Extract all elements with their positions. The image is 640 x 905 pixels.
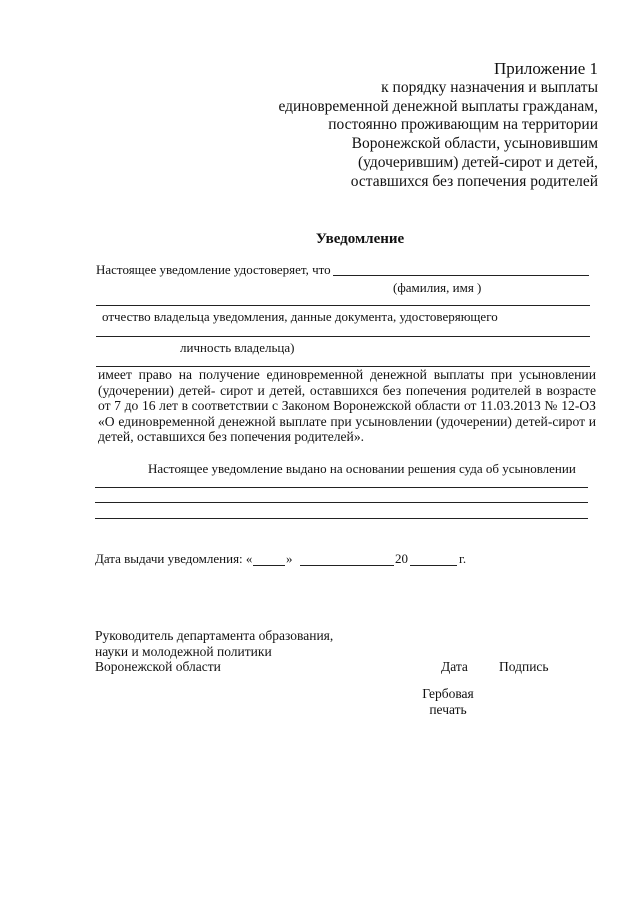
signatory-position <box>95 628 333 675</box>
appendix-line-3: постоянно проживающим на территории <box>328 116 598 134</box>
signature-date-label: Дата <box>441 659 468 674</box>
issue-date-close-quote: » <box>286 551 293 566</box>
patronymic-blank-line[interactable] <box>96 305 590 306</box>
appendix-line-2: единовременной денежной выплаты гражданам, <box>278 97 598 115</box>
identity-blank-line[interactable] <box>96 336 590 337</box>
issue-year-suffix: г. <box>459 551 467 566</box>
appendix-line-6: оставшихся без попечения родителей <box>350 172 598 190</box>
appendix-header <box>278 60 598 192</box>
issue-date-label: Дата выдачи уведомления: « <box>95 551 253 566</box>
document-title: Уведомление <box>315 231 405 247</box>
seal-line-2: печать <box>429 701 467 717</box>
issue-day-blank[interactable] <box>253 565 285 566</box>
appendix-line-1: к порядку назначения и выплаты <box>381 78 598 96</box>
name-blank-line[interactable] <box>333 275 589 276</box>
identity-hint: личность владельца) <box>180 340 295 355</box>
court-decision-line-1[interactable] <box>95 487 588 488</box>
issue-month-blank[interactable] <box>300 565 394 566</box>
signatory-line-1: Руководитель департамента образования, <box>95 628 334 643</box>
appendix-line-4: Воронежской области, усыновившим <box>351 135 598 153</box>
patronymic-hint: отчество владельца уведомления, данные документа, удостоверяющего <box>102 309 498 324</box>
signatory-line-3: Воронежской области <box>95 659 221 674</box>
signature-sign-label: Подпись <box>499 659 549 674</box>
certifies-text: Настоящее уведомление удостоверяет, что <box>96 262 331 277</box>
court-decision-line-2[interactable] <box>95 502 588 503</box>
issue-year-blank[interactable] <box>410 565 457 566</box>
name-hint: (фамилия, имя ) <box>393 280 482 295</box>
seal-placeholder <box>421 686 475 717</box>
right-to-payment-paragraph: имеет право на получение единовременной денежной выплаты при усыновлении (удочерении) детей- сирот и детей, оставшихся без попечения родителей в возрасте от 7 до 16 лет в соответствии с Законом Воронежской области от 11.03.2013 № 12-ОЗ «О единовременной денежной выплате при усыновлении (удочерении) детей-сирот и детей, оставшихся без попечения родителей». <box>98 367 596 445</box>
signatory-line-2: науки и молодежной политики <box>95 643 272 659</box>
basis-text: Настоящее уведомление выдано на основании решения суда об усыновлении <box>148 461 576 476</box>
issue-year-prefix: 20 <box>395 551 408 566</box>
appendix-title: Приложение 1 <box>494 59 598 78</box>
appendix-line-5: (удочерившим) детей-сирот и детей, <box>357 153 598 171</box>
court-decision-line-3[interactable] <box>95 518 588 519</box>
seal-line-1: Гербовая <box>422 686 474 701</box>
